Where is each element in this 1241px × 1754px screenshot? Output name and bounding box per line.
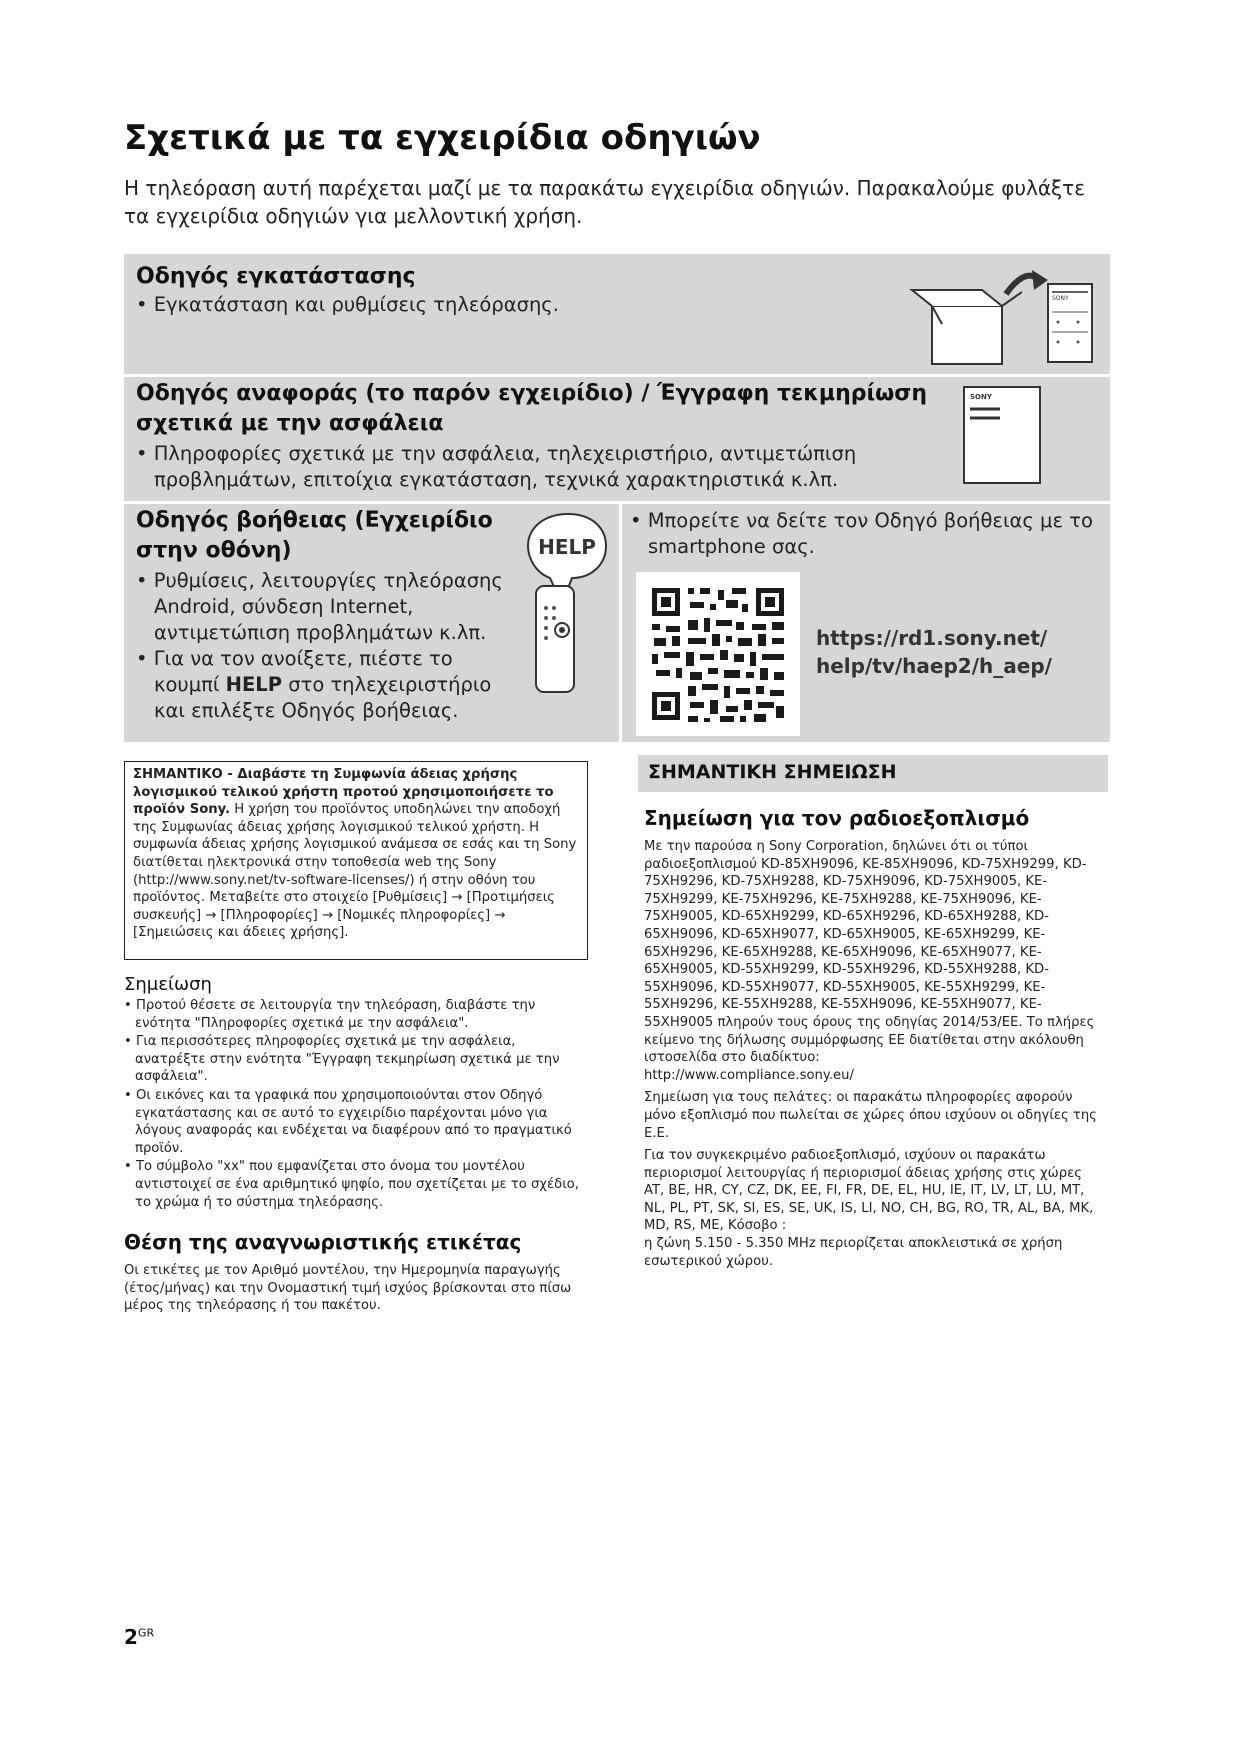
note-item: • Για περισσότερες πληροφορίες σχετικά με την ασφάλεια, ανατρέξτε στην ενότητα "Έγγραφη τεκμηρίωση σχετικά με την ασφάλεια".: [124, 1034, 560, 1085]
help-guide-smartphone-text: • Μπορείτε να δείτε τον Οδηγό βοήθειας με το smartphone σας.: [630, 509, 1093, 558]
setup-guide-illustration-icon: [902, 264, 1102, 368]
radio-declaration-text: Με την παρούσα η Sony Corporation, δηλώνει ότι οι τύποι ραδιοεξοπλισμού KD-85XH9096, KE-85XH9096, KD-75XH9299, KD-75XH9296, KD-75XH9288, KD-75XH9096, KD-75XH9005, KE-75XH9299, KE-75XH9296, KE-75XH9288, KE-75XH9096, KE-75XH9005, KD-65XH9299, KD-65XH9296, KD-65XH9288, KD-65XH9096, KD-65XH9077, KD-65XH9005, KE-65XH9299, KE-65XH9296, KE-65XH9288, KE-65XH9096, KE-65XH9077, KE-65XH9005, KD-55XH9299, KD-55XH9296, KD-55XH9288, KD-55XH9096, KD-55XH9077, KD-55XH9005, KE-55XH9299, KE-55XH9296, KE-55XH9288, KE-55XH9096, KE-55XH9077, KE-55XH9005 πληρούν τους όρους της οδηγίας 2014/53/ΕΕ. Το πλήρες κείμενο της δήλωσης συμμόρφωσης ΕΕ διατίθεται στην ακόλουθη ιστοσελίδα στο διαδίκτυο:: [644, 839, 1095, 1066]
setup-guide-sony-label: SONY: [1052, 295, 1069, 302]
help-remote-icon: [526, 512, 610, 696]
help-guide-title: Οδηγός βοήθειας (Εγχειρίδιο στην οθόνη): [136, 508, 493, 563]
qr-code[interactable]: [636, 572, 800, 736]
eu-customers-note: Σημείωση για τους πελάτες: οι παρακάτω πληροφορίες αφορούν μόνο εξοπλισμό που πωλείται σε χώρες όπου ισχύουν οι οδηγίες της Ε.Ε.: [644, 1090, 1097, 1141]
restrictions-text: Για τον συγκεκριμένο ραδιοεξοπλισμό, ισχύουν οι παρακάτω περιορισμοί λειτουργίας ή περιορισμοί άδειας χρήσης στις χώρες AT, BE, HR, CY, CZ, DK, EE, FI, FR, DE, EL, HU, IE, IT, LV, LT, LU, MT, NL, PL, PT, SK, SI, ES, SE, UK, IS, LI, NO, CH, BG, RO, TR, AL, BA, MK, MD, RS, ME, Κόσοβο :: [644, 1148, 1094, 1234]
reference-guide-panel: [124, 377, 1110, 501]
note-list: [124, 997, 580, 1211]
note-item: • Το σύμβολο "xx" που εμφανίζεται στο όνομα του μοντέλου αντιστοιχεί σε ένα αριθμητικό ψηφίο, που σχετίζεται με το σχέδιο, το χρώμα ή το σύστημα τηλεόρασης.: [124, 1159, 579, 1210]
band-restriction-text: η ζώνη 5.150 - 5.350 MHz περιορίζεται αποκλειστικά σε χρήση εσωτερικού χώρου.: [644, 1236, 1063, 1269]
license-agreement-text: Η χρήση του προϊόντος υποδηλώνει την αποδοχή της Συμφωνίας άδειας χρήσης λογισμικού τελικού χρήστη. Η συμφωνία άδειας χρήσης λογισμικού ανάμεσα σε εσάς και τη Sony διατίθεται ηλεκτρονικά στην τοποθεσία web της Sony (http://www.sony.net/tv-software-licenses/) ή στην οθόνη του προϊόντος. Μεταβείτε στο στοιχείο [Ρυθμίσεις] → [Προτιμήσεις συσκευής] → [Πληροφορίες] → [Νομικές πληροφορίες] → [Σημειώσεις και άδειες χρήσης].: [133, 802, 577, 941]
help-guide-url[interactable]: [816, 624, 1052, 680]
help-guide-panel: [124, 504, 619, 742]
important-notice-header: [638, 755, 1108, 792]
qr-code-icon: [636, 572, 800, 736]
help-guide-url-line2[interactable]: help/tv/haep2/h_aep/: [816, 654, 1052, 678]
page-number: $2^{GR}$: [124, 1625, 155, 1649]
help-guide-bullet-open: • Για να τον ανοίξετε, πιέστε το κουμπί HELP στο τηλεχειριστήριο και επιλέξτε Οδηγός βοήθειας.: [136, 647, 492, 722]
help-guide-bullet-settings: • Ρυθμίσεις, λειτουργίες τηλεόρασης Android, σύνδεση Internet, αντιμετώπιση προβλημάτων κ.λπ.: [136, 569, 503, 644]
radio-equipment-title: Σημείωση για τον ραδιοεξοπλισμό: [644, 806, 1030, 830]
page-title: Σχετικά με τα εγχειρίδια οδηγιών: [124, 118, 761, 158]
help-guide-smartphone-panel: [622, 504, 1110, 742]
reference-guide-booklet-icon: [954, 385, 1044, 489]
setup-guide-panel: [124, 254, 1110, 374]
reference-guide-bullet: • Πληροφορίες σχετικά με την ασφάλεια, τηλεχειριστήριο, αντιμετώπιση προβλημάτων, επιτοίχια εγκατάσταση, τεχνικά χαρακτηριστικά κ.λπ.: [136, 442, 857, 491]
reference-guide-sony-label: SONY: [970, 393, 992, 401]
label-location-text: Οι ετικέτες με τον Αριθμό μοντέλου, την Ημερομηνία παραγωγής (έτος/μήνας) και την Ονομαστική τιμή ισχύος βρίσκονται στο πίσω μέρος της τηλεόρασης ή του πακέτου.: [124, 1263, 572, 1314]
license-agreement-box: [124, 761, 588, 960]
radio-equipment-body: [644, 838, 1100, 1270]
setup-guide-title: Οδηγός εγκατάστασης: [136, 264, 416, 289]
note-item: • Οι εικόνες και τα γραφικά που χρησιμοποιούνται στον Οδηγό εγκατάστασης και σε αυτό το εγχειρίδιο παρέχονται μόνο για λόγους αναφοράς και ενδέχεται να διαφέρουν από το πραγματικό προϊόν.: [124, 1087, 572, 1156]
help-guide-url-line1[interactable]: https://rd1.sony.net/: [816, 626, 1048, 650]
label-location-title: Θέση της αναγνωριστικής ετικέτας: [124, 1230, 522, 1254]
setup-guide-bullet: • Εγκατάσταση και ρυθμίσεις τηλεόρασης.: [136, 293, 559, 316]
important-notice-title: ΣΗΜΑΝΤΙΚΗ ΣΗΜΕΙΩΣΗ: [648, 761, 897, 783]
reference-guide-title: Οδηγός αναφοράς (το παρόν εγχειρίδιο) / Έγγραφη τεκμηρίωση σχετικά με την ασφάλεια: [136, 381, 928, 436]
compliance-url[interactable]: http://www.compliance.sony.eu/: [644, 1067, 854, 1083]
help-button-label: HELP: [538, 535, 596, 559]
intro-paragraph: Η τηλεόραση αυτή παρέχεται μαζί με τα παρακάτω εγχειρίδια οδηγιών. Παρακαλούμε φυλάξτε τα εγχειρίδια οδηγιών για μελλοντική χρήση.: [124, 176, 1086, 228]
note-title: Σημείωση: [124, 974, 212, 995]
license-agreement-bold: ΣΗΜΑΝΤΙΚΟ - Διαβάστε τη Συμφωνία άδειας χρήσης λογισμικού τελικού χρήστη προτού χρησιμοποιήσετε το προϊόν Sony.: [133, 767, 554, 818]
note-item: • Προτού θέσετε σε λειτουργία την τηλεόραση, διαβάστε την ενότητα "Πληροφορίες σχετικά με την ασφάλεια".: [124, 998, 536, 1031]
